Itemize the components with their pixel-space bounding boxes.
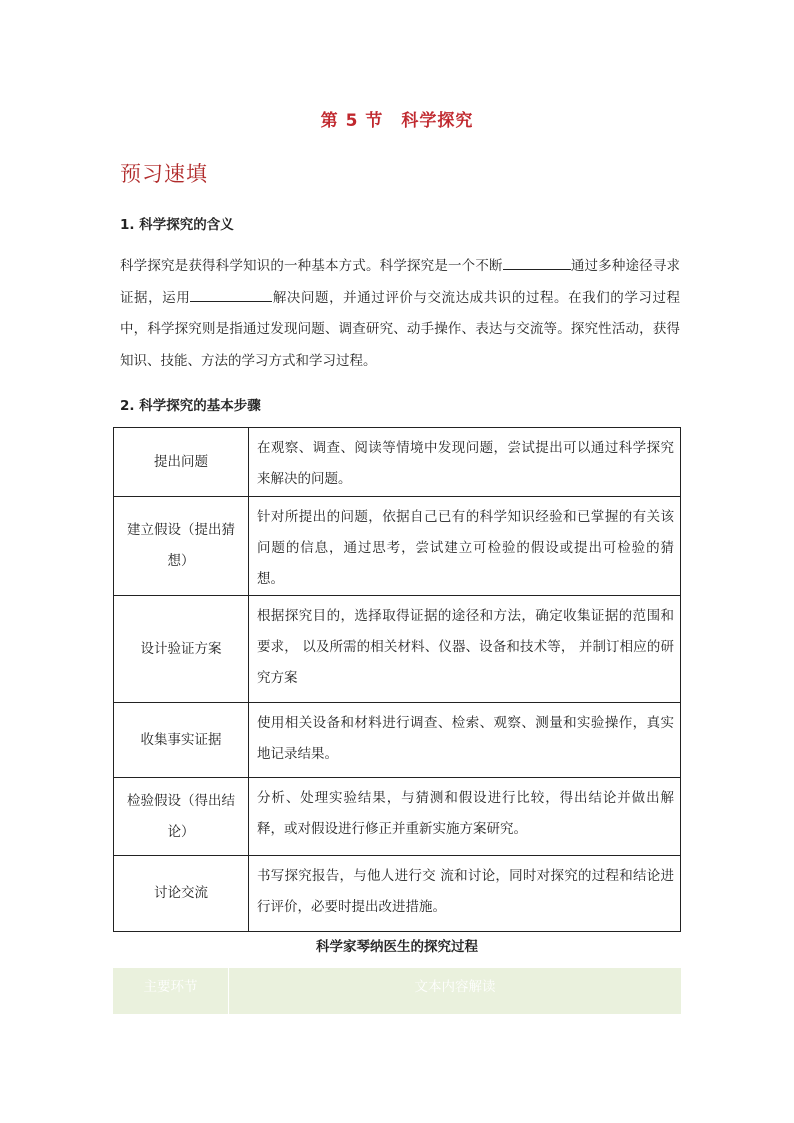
steps-table: [113, 427, 681, 932]
table-row: [114, 856, 681, 932]
intro-text-3: 解决问题，并通过评价与交流达成共识的过程。在我们的学习过程中，科学探究则是指通过发现问题、调查研究、动手操作、表达与交流等。探究性活动，获得知识、技能、方法的学习方式和学习过程。: [120, 289, 681, 369]
step-name: 检验假设（得出结论）: [114, 778, 249, 856]
jenner-table-header: [113, 968, 681, 1014]
intro-text-1: 科学探究是获得科学知识的一种基本方式。科学探究是一个不断: [120, 258, 503, 274]
step-name: 设计验证方案: [114, 596, 249, 703]
table-row: [114, 428, 681, 497]
step-description: 根据探究目的，选择取得证据的途径和方法，确定收集证据的范围和要求， 以及所需的相关材料、仪器、设备和技术等， 并制订相应的研究方案: [249, 596, 681, 703]
page-title: 第 5 节 科学探究: [320, 111, 474, 131]
column-header-interpretation: 文本内容解读: [414, 979, 496, 995]
step-description: 书写探究报告，与他人进行交 流和讨论，同时对探究的过程和结论进行评价，必要时提出改进措施。: [249, 856, 681, 932]
step-description: 分析、处理实验结果，与猜测和假设进行比较，得出结论并做出解释，或对假设进行修正并重新实施方案研究。: [249, 778, 681, 856]
heading-steps: 2. 科学探究的基本步骤: [120, 398, 261, 414]
step-description: 在观察、调查、阅读等情境中发现问题，尝试提出可以通过科学探究来解决的问题。: [249, 428, 681, 497]
fill-blank-2[interactable]: [190, 287, 272, 302]
step-description: 使用相关设备和材料进行调查、检索、观察、测量和实验操作，真实地记录结果。: [249, 703, 681, 778]
step-name: 讨论交流: [114, 856, 249, 932]
fill-blank-1[interactable]: [503, 255, 571, 270]
step-description: 针对所提出的问题，依据自己已有的科学知识经验和已掌握的有关该问题的信息，通过思考，尝试建立可检验的假设或提出可检验的猜想。: [249, 497, 681, 596]
step-name: 提出问题: [114, 428, 249, 497]
intro-text-2: 通过多种途径寻求证据，运用: [120, 258, 681, 306]
step-name: 建立假设（提出猜想）: [114, 497, 249, 596]
intro-paragraph: [120, 251, 680, 377]
section-heading: 预习速填: [120, 162, 208, 186]
jenner-table-title: 科学家琴纳医生的探究过程: [316, 939, 478, 955]
heading-meaning: 1. 科学探究的含义: [120, 217, 234, 233]
table-row: [114, 778, 681, 856]
table-row: [114, 497, 681, 596]
step-name: 收集事实证据: [114, 703, 249, 778]
column-header-stage: 主要环节: [113, 968, 229, 1014]
table-row: [114, 703, 681, 778]
table-row: [114, 596, 681, 703]
